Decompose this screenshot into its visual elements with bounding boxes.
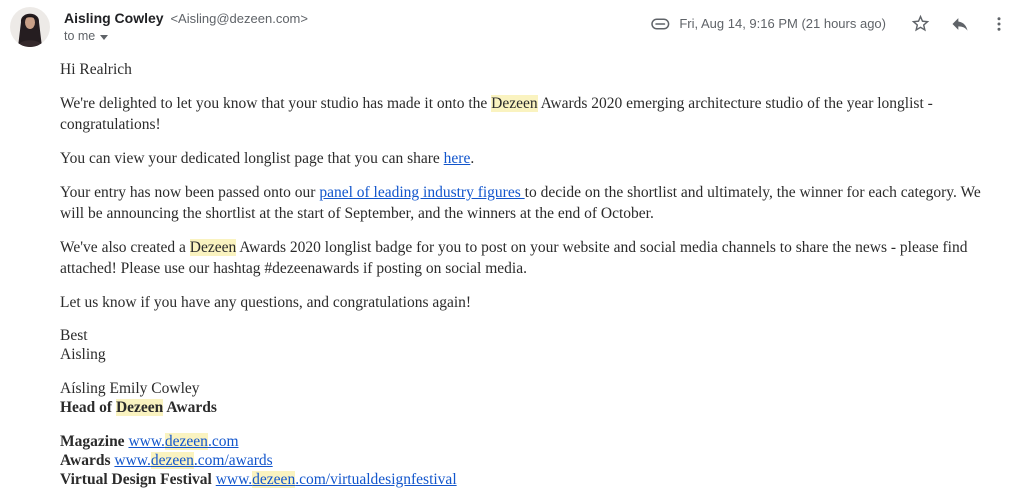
timestamp: Fri, Aug 14, 9:16 PM (21 hours ago): [679, 16, 886, 31]
more-options-button[interactable]: [990, 14, 1008, 34]
paragraph-text: to decide on the shortlist and ultimately, the winner for each category. We will be announcing the shortlist at the start of September, and the winners at the end of October.: [60, 184, 981, 222]
awards-link[interactable]: [114, 452, 272, 469]
awards-row: [60, 451, 984, 470]
signature-title-text: Awards: [163, 399, 217, 416]
paragraph-longlist-page: [60, 148, 984, 169]
awards-label: Awards: [60, 452, 111, 469]
sender-name: Aisling Cowley: [64, 10, 164, 26]
closing-name: Aisling: [60, 346, 106, 363]
star-button[interactable]: [910, 13, 931, 34]
paragraph-longlist: [60, 93, 984, 135]
paragraph-judging: [60, 182, 984, 224]
search-highlight: Dezeen: [189, 239, 237, 256]
vdf-link[interactable]: [216, 471, 457, 488]
greeting-text: Hi Realrich: [60, 61, 132, 78]
panel-link[interactable]: panel of leading industry figures: [319, 184, 525, 201]
closing: [60, 326, 984, 364]
signature: [60, 379, 984, 417]
search-highlight: Dezeen: [115, 399, 164, 416]
recipient-label: to me: [64, 29, 96, 43]
link-text: www.: [215, 471, 253, 488]
sender-email: <Aisling@dezeen.com>: [170, 11, 308, 26]
email-header: [0, 0, 1022, 50]
link-text: .com/virtualdesignfestival: [295, 471, 457, 488]
chevron-down-icon: [100, 35, 108, 40]
search-highlight: Dezeen: [491, 95, 538, 112]
link-text: .com/awards: [193, 452, 273, 469]
paragraph-questions: [60, 292, 984, 313]
vdf-label: Virtual Design Festival: [60, 471, 212, 488]
search-highlight: dezeen: [150, 452, 194, 469]
signature-title: [60, 398, 984, 417]
attachment-icon: [651, 17, 670, 31]
avatar: [10, 7, 50, 47]
paragraph-text: Let us know if you have any questions, and congratulations again!: [60, 294, 472, 311]
search-highlight: dezeen: [252, 471, 296, 488]
recipient-details-toggle[interactable]: [64, 29, 108, 43]
greeting: [60, 59, 984, 80]
signature-title-text: Head of: [60, 399, 116, 416]
search-highlight: dezeen: [164, 433, 208, 450]
reply-button[interactable]: [950, 14, 970, 34]
paragraph-text: Awards 2020 longlist badge for you to post on your website and social media channels to share the news - please find attached! Please use our hashtag #dezeenawards if posting on social media.: [60, 239, 968, 277]
paragraph-text: .: [470, 150, 475, 167]
magazine-label: Magazine: [60, 433, 125, 450]
signature-full-name: Aísling Emily Cowley: [60, 380, 200, 397]
sender-block: [64, 7, 651, 45]
closing-word: Best: [60, 327, 88, 344]
magazine-row: [60, 432, 984, 451]
signature-links: [60, 432, 984, 489]
link-text: www.: [128, 433, 165, 450]
paragraph-text: Awards 2020 emerging architecture studio of the year longlist - congratulations!: [60, 95, 933, 133]
paragraph-text: We've also created a: [60, 239, 190, 256]
vdf-row: [60, 470, 984, 489]
paragraph-badge: [60, 237, 984, 279]
paragraph-text: Your entry has now been passed onto our: [60, 184, 320, 201]
paragraph-text: We're delighted to let you know that your studio has made it onto the: [60, 95, 492, 112]
magazine-link[interactable]: [128, 433, 238, 450]
link-text: .com: [207, 433, 239, 450]
email-body: [60, 59, 984, 489]
email-meta: [651, 7, 1008, 34]
paragraph-text: You can view your dedicated longlist page that you can share: [60, 150, 444, 167]
here-link[interactable]: here: [443, 150, 471, 167]
link-text: www.: [114, 452, 151, 469]
